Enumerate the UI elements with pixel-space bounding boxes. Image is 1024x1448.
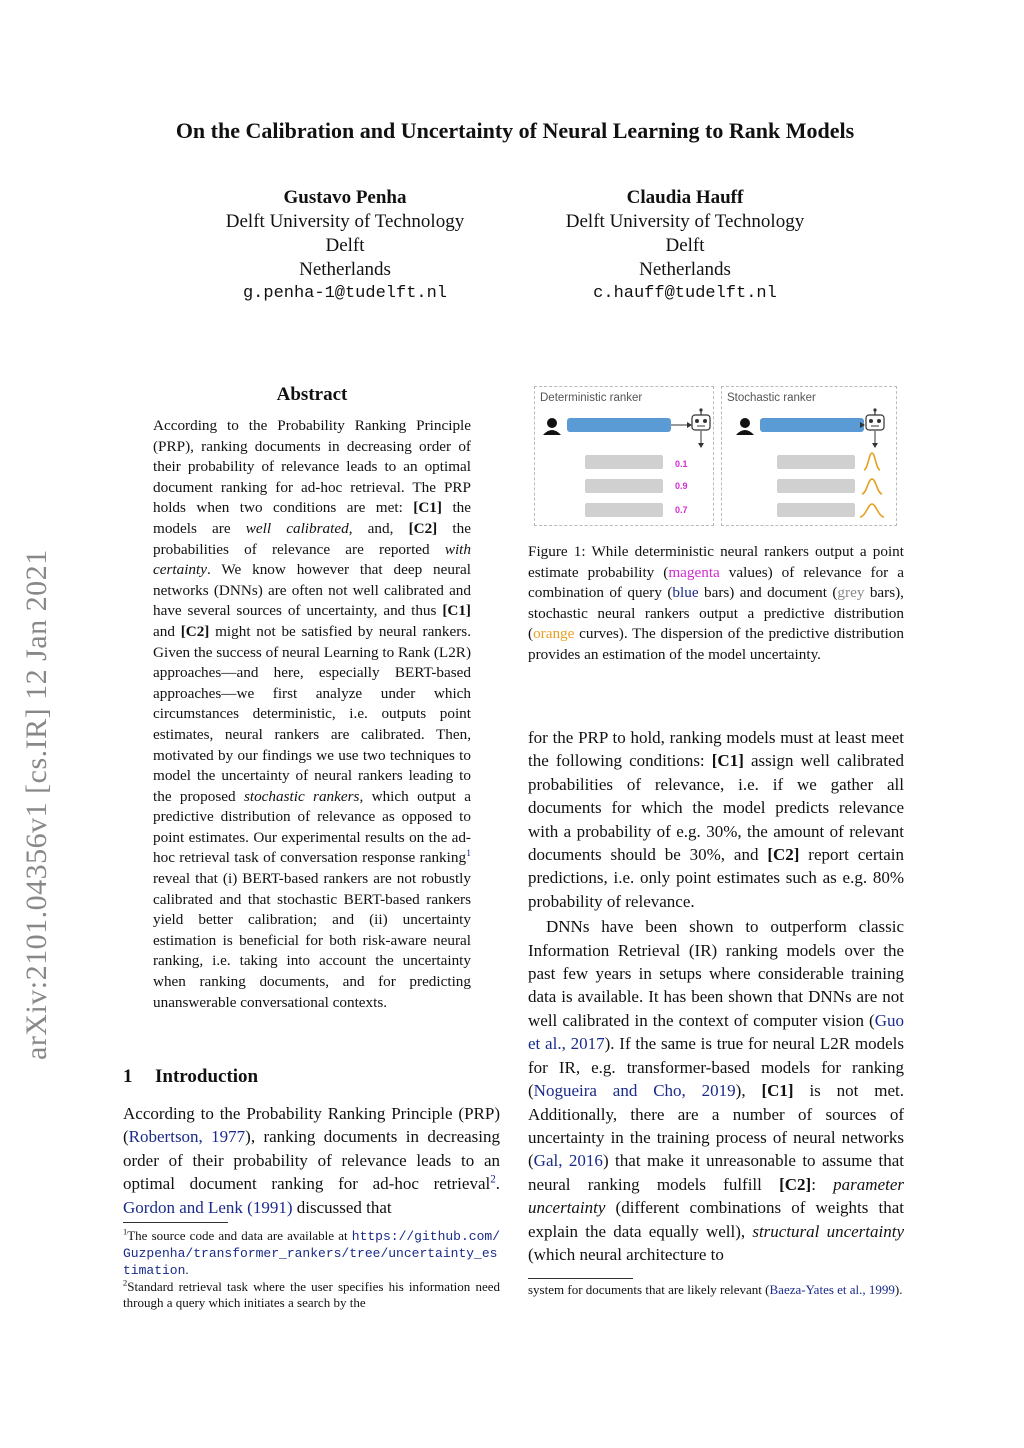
right-column-text	[528, 726, 904, 1266]
relevance-score: 0.1	[675, 459, 688, 469]
predictive-distribution-curve	[860, 504, 884, 517]
author-block-1	[175, 186, 515, 306]
repo-url-link[interactable]: https://github.com/Guzpenha/transformer_rankers/tree/uncertainty_estimation	[123, 1229, 500, 1278]
author-affiliation: Delft University of Technology	[225, 211, 465, 232]
paragraph: DNNs have been shown to outperform classic Information Retrieval (IR) ranking models over the past few years in setups where considerable training data is available. It has been shown that DNNs are not well calibrated in the context of computer vision (Guo et al., 2017). If the same is true for neural L2R models for IR, e.g. transformer-based models for ranking (Nogueira and Cho, 2019), [C1] is not met. Additionally, there are a number of sources of uncertainty in the training process of neural networks (Gal, 2016) that make it unreasonable to assume that neural ranking models fulfill [C2]: parameter uncertainty (different combinations of weights that explain the data equally well), structural uncertainty (which neural architecture to	[528, 917, 905, 1264]
footnote-1: $^1$The source code and data are available at https://github.com/Guzpenha/transformer_rankers/tree/uncertainty_estimation.	[123, 1226, 500, 1278]
figure-caption: Figure 1: While deterministic neural rankers output a point estimate probability (magenta values) of relevance for a combination of query (blue bars) and document (grey bars), stochastic neural rankers output a predictive distribution (orange curves). The dispersion of the predictive distribution provides an estimation of the model uncertainty.	[528, 543, 904, 663]
author-email[interactable]: g.penha-1@tudelft.nl	[242, 284, 448, 303]
author-city: Delft	[325, 235, 365, 256]
author-name: Gustavo Penha	[283, 187, 407, 208]
document-bar	[585, 455, 663, 469]
predictive-distribution-curve	[862, 479, 882, 494]
document-bar	[777, 503, 855, 517]
author-country: Netherlands	[299, 259, 391, 280]
predictive-distribution-curve	[864, 453, 880, 470]
author-country: Netherlands	[639, 259, 731, 280]
panel-title: Stochastic ranker	[727, 392, 816, 404]
query-bar	[567, 418, 671, 432]
author-name: Claudia Hauff	[626, 187, 744, 208]
paper-title: On the Calibration and Uncertainty of Neural Learning to Rank Models	[175, 118, 855, 143]
intro-paragraph: According to the Probability Ranking Principle (PRP) (Robertson, 1977), ranking documents in decreasing order of their probability of relevance leads to an optimal document ranking for ad-hoc retrieval$^2$. Gordon and Lenk (1991) discussed that	[123, 1104, 500, 1217]
deterministic-ranker-panel	[534, 386, 714, 526]
author-city: Delft	[665, 235, 705, 256]
citation-link[interactable]: Guo et al., 2017	[528, 1010, 904, 1054]
footnote-divider	[123, 1222, 228, 1223]
citation-link[interactable]: Nogueira and Cho, 2019	[533, 1081, 736, 1101]
arxiv-identifier: arXiv:2101.04356v1 [cs.IR] 12 Jan 2021	[20, 549, 53, 1060]
citation-link[interactable]: Gordon and Lenk (1991)	[123, 1197, 293, 1217]
user-icon	[736, 418, 754, 435]
user-icon	[543, 418, 561, 435]
stochastic-diagram	[722, 387, 896, 525]
query-bar	[760, 418, 864, 432]
robot-icon	[692, 408, 710, 430]
stochastic-ranker-panel	[721, 386, 897, 526]
abstract-text: According to the Probability Ranking Principle (PRP), ranking documents in decreasing order of their probability of relevance leads to an optimal document ranking for ad-hoc retrieval. The PRP holds when two conditions are met: [C1] the models are well calibrated, and, [C2] the probabilities of relevance are reported with certainty. We know however that deep neural networks (DNNs) are often not well calibrated and have several sources of uncertainty, and thus [C1] and [C2] might not be satisfied by neural rankers. Given the success of neural Learning to Rank (L2R) approaches—and here, especially BERT-based approaches—we first analyze under which circumstances deterministic, i.e. outputs point estimates, neural rankers are calibrated. Then, motivated by our findings we use two techniques to model the uncertainty of neural rankers leading to the proposed stochastic rankers, which output a predictive distribution of relevance as opposed to point estimates. Our experimental results on the ad-hoc retrieval task of conversation response ranking$^1$ reveal that (i) BERT-based rankers are not robustly calibrated and that stochastic BERT-based rankers yield better calibration; and (ii) uncertainty estimation is beneficial for both risk-aware neural ranking, i.e. taking into account the uncertainty when ranking documents, and for predicting unanswerable conversational contexts.	[153, 417, 472, 1011]
footnote-continuation: system for documents that are likely relevant (Baeza-Yates et al., 1999).	[528, 1282, 903, 1297]
document-bar	[777, 455, 855, 469]
deterministic-diagram	[535, 387, 713, 525]
panel-title: Deterministic ranker	[540, 392, 643, 404]
document-bar	[585, 479, 663, 493]
footnote-2: $^2$Standard retrieval task where the user specifies his information need through a query which initiates a search by the	[123, 1277, 500, 1310]
section-heading: 1 Introduction	[123, 1066, 259, 1087]
author-email[interactable]: c.hauff@tudelft.nl	[593, 284, 777, 303]
figure-1	[528, 386, 904, 528]
document-bar	[777, 479, 855, 493]
citation-link[interactable]: Baeza-Yates et al., 1999	[769, 1282, 895, 1297]
footnotes-left	[123, 1228, 500, 1311]
author-block-2	[515, 186, 855, 306]
citation-link[interactable]: Robertson, 1977	[128, 1127, 246, 1147]
author-affiliation: Delft University of Technology	[565, 211, 805, 232]
footnote-ref[interactable]: 1	[466, 848, 471, 860]
footnote-ref[interactable]: 2	[490, 1173, 496, 1186]
abstract-heading: Abstract	[276, 384, 348, 405]
paragraph: for the PRP to hold, ranking models must at least meet the following conditions: [C1] assign well calibrated probabilities of relevance, i.e. if we gather all documents for which the model predicts relevance with a probability of e.g. 30%, the amount of relevant documents should be 30%, and [C2] report certain predictions, i.e. only point estimates such as e.g. 80% probability of relevance.	[528, 728, 904, 911]
document-arrow	[671, 422, 692, 428]
robot-icon	[866, 408, 884, 430]
relevance-score: 0.9	[675, 481, 688, 491]
relevance-score: 0.7	[675, 505, 688, 515]
document-bar	[585, 503, 663, 517]
citation-link[interactable]: Gal, 2016	[533, 1151, 603, 1171]
footnote-divider	[528, 1278, 633, 1279]
